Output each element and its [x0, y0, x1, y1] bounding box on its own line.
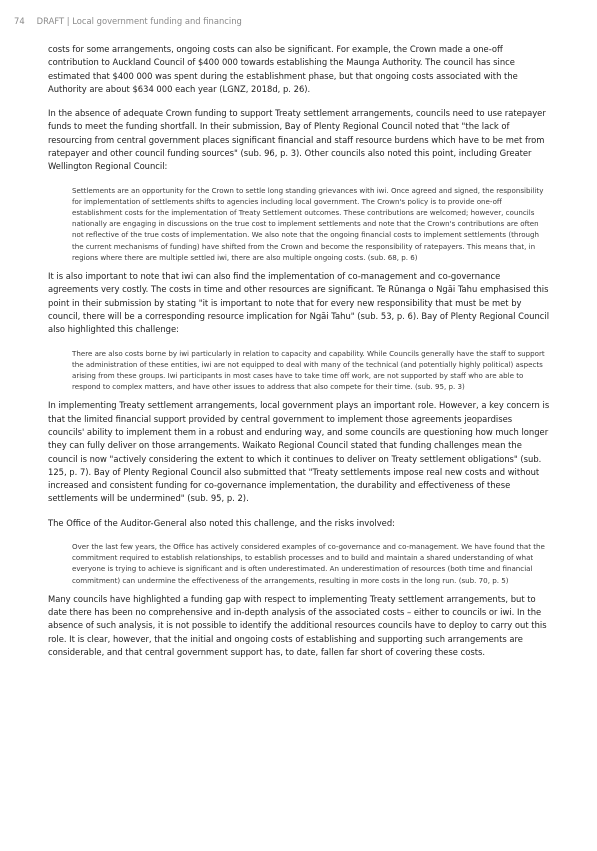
paragraph-local-government-role: In implementing Treaty settlement arrangements, local government plays an important role. However, a key concern is that the limited financial support provided by central government to implement those agreements jeopardises councils' ability to implement them in a robust and enduring way, and some councils are questioning how much longer they can fully deliver on those arrangements. Waikato Regional Council stated that funding challenges mean the council is now "actively considering the extent to which it continues to deliver on Treaty settlement obligations" (sub. 125, p. 7). Bay of Plenty Regional Council also submitted that "Treaty settlements impose real new costs and without increased and consistent funding for co-governance implementation, the durability and effectiveness of these settlements will be undermined" (sub. 95, p. 2).: [48, 400, 550, 504]
paragraph-auditor-general: The Office of the Auditor-General also noted this challenge, and the risks involved:: [48, 517, 395, 528]
blockquote-bay-of-plenty: There are also costs borne by iwi particularly in relation to capacity and capability. While Councils generally have the staff to support the administration of these entities, iwi are not equipped to deal with many of the technical (and potentially highly political) aspects arising from these groups. Iwi participants in most cases have to take time off work, are not supported by staff who are able to respond to complex matters, and have other issues to address that also compete for their time. (sub. 95, p. 3): [72, 348, 545, 392]
blockquote-auditor-general: Over the last few years, the Office has actively considered examples of co-governance and co-management. We have found that the commitment required to establish relationships, to establish processes and to build and maintain a shared understanding of what everyone is trying to achieve is significant and is often underestimated. An underestimation of resources (both time and financial commitment) can undermine the effectiveness of the arrangements, resulting in more costs in the long run. (sub. 70, p. 5): [72, 542, 545, 585]
paragraph-crown-contribution: costs for some arrangements, ongoing costs can also be significant. For example, the Crown made a one-off contribution to Auckland Council of $400 000 towards establishing the Maunga Authority. The council has since estimated that $400 000 was spent during the establishment phase, but that ongoing costs associated with the Authority are about $634 000 each year (LGNZ, 2018d, p. 26).: [48, 44, 518, 94]
blockquote-greater-wellington: Settlements are an opportunity for the Crown to settle long standing grievances with iwi. Once agreed and signed, the responsibility for implementation of settlements shifts to agencies including local government. The Crown's policy is to provide one-off establishment costs for the implementation of Treaty Settlement outcomes. These contributions are welcomed; however, councils nationally are engaging in discussions on the true cost to implement settlements and note that the Crown's contributions are often not reflective of the true costs of implementation. We also note that the ongoing financial costs to implement settlements (through the current mechanisms of funding) have shifted from the Crown and become the responsibility of ratepayers. This means that, in regions where there are multiple settled iwi, there are also multiple ongoing costs. (sub. 68, p. 6): [72, 185, 544, 262]
paragraph-iwi-costs: It is also important to note that iwi can also find the implementation of co-management and co-governance agreements very costly. The costs in time and other resources are significant. Te Rūnanga o Ngāi Tahu emphasised this point in their submission by stating "it is important to note that for every new responsibility that must be met by council, there will be a corresponding resource implication for Ngāi Tahu" (sub. 53, p. 6). Bay of Plenty Regional Council also highlighted this challenge:: [48, 271, 550, 335]
running-title: DRAFT | Local government funding and financing: [36, 16, 242, 26]
page-number: 74: [14, 16, 25, 26]
page-header: [14, 16, 242, 26]
main-content: [48, 43, 551, 670]
paragraph-funding-gap: Many councils have highlighted a funding gap with respect to implementing Treaty settlement arrangements, but to date there has been no comprehensive and in-depth analysis of the associated costs – either to councils or iwi. In the absence of such analysis, it is not possible to identify the additional resources councils have to deploy to carry out this role. It is clear, however, that the initial and ongoing costs of establishing and supporting such arrangements are considerable, and that central government support has, to date, fallen far short of covering these costs.: [48, 593, 547, 658]
paragraph-ratepayer-funds: In the absence of adequate Crown funding to support Treaty settlement arrangements, councils need to use ratepayer funds to meet the funding shortfall. In their submission, Bay of Plenty Regional Council noted that "the lack of resourcing from central government places significant financial and staff resource burdens which have to be met from ratepayer and other council funding sources" (sub. 96, p. 3). Other councils also noted this point, including Greater Wellington Regional Council:: [48, 108, 546, 172]
